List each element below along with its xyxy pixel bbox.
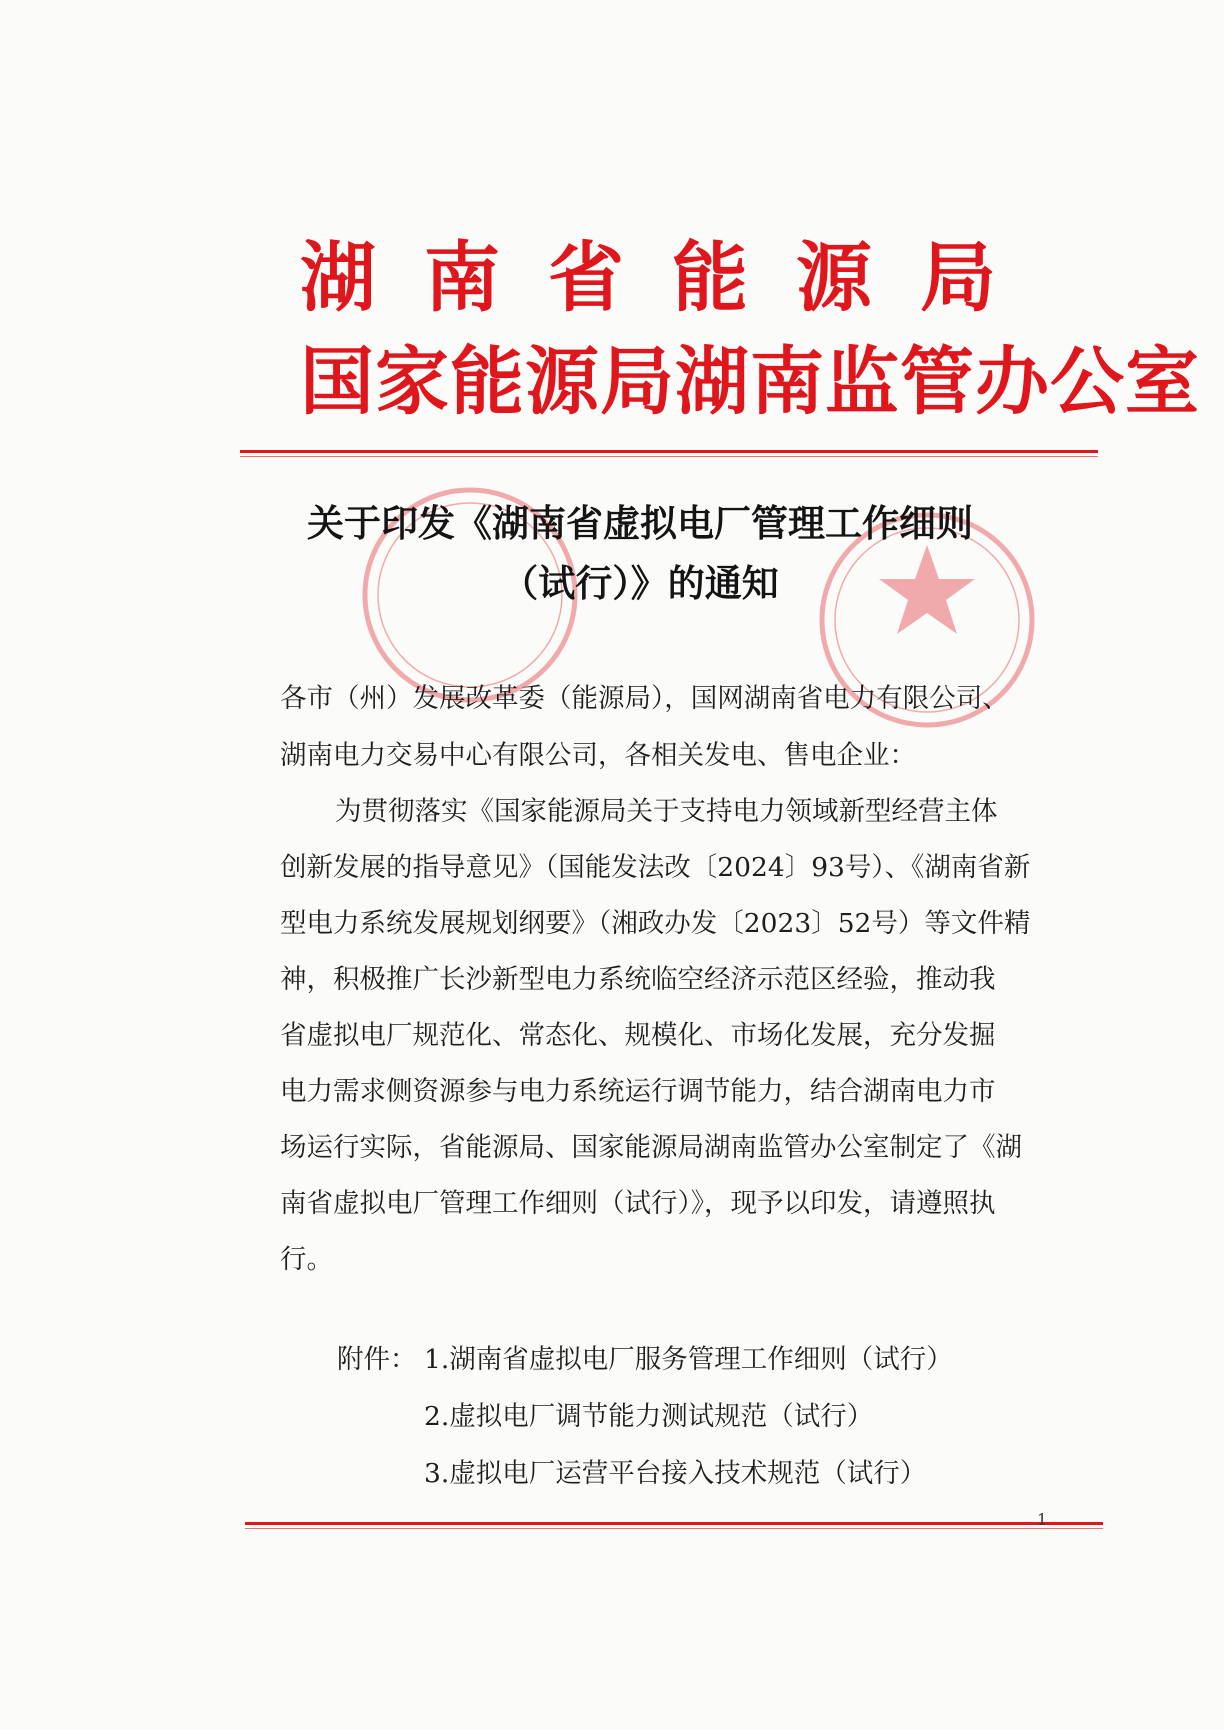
attachment-item: 3.虚拟电厂运营平台接入技术规范（试行） — [424, 1458, 927, 1489]
paragraph-line: 场运行实际，省能源局、国家能源局湖南监管办公室制定了《湖 — [280, 1132, 1022, 1163]
attachment-item: 2.虚拟电厂调节能力测试规范（试行） — [424, 1401, 874, 1432]
paragraph-line: 为贯彻落实《国家能源局关于支持电力领域新型经营主体 — [335, 796, 998, 827]
header-red-rule — [240, 450, 1098, 453]
attachments-label: 附件： — [337, 1344, 417, 1375]
issuing-org-line1: 湖南省能源局 — [300, 233, 1044, 322]
footer-red-rule — [245, 1522, 1103, 1525]
paragraph-line: 创新发展的指导意见》（国能发法改〔2024〕93号）、《湖南省新 — [280, 852, 1031, 883]
document-title-line1: 关于印发《湖南省虚拟电厂管理工作细则 — [307, 501, 973, 545]
paragraph-line: 南省虚拟电厂管理工作细则（试行）》，现予以印发，请遵照执 — [280, 1188, 996, 1219]
addressee-line: 湖南电力交易中心有限公司，各相关发电、售电企业： — [280, 740, 916, 771]
paragraph-line: 神，积极推广长沙新型电力系统临空经济示范区经验，推动我 — [280, 964, 996, 995]
issuing-org-line2: 国家能源局湖南监管办公室 — [300, 339, 1200, 425]
footer-red-rule-thin — [245, 1528, 1103, 1529]
paragraph-line: 电力需求侧资源参与电力系统运行调节能力，结合湖南电力市 — [280, 1076, 996, 1107]
page-number: 1 — [1037, 1510, 1048, 1529]
addressee-line: 各市（州）发展改革委（能源局），国网湖南省电力有限公司、 — [280, 683, 1009, 714]
paragraph-line: 型电力系统发展规划纲要》（湘政办发〔2023〕52号）等文件精 — [280, 908, 1031, 939]
paragraph-line: 省虚拟电厂规范化、常态化、规模化、市场化发展，充分发掘 — [280, 1020, 996, 1051]
attachment-item: 1.湖南省虚拟电厂服务管理工作细则（试行） — [424, 1344, 953, 1375]
header-red-rule-thin — [240, 456, 1098, 457]
document-title-line2: （试行）》的通知 — [501, 561, 779, 605]
paragraph-line: 行。 — [280, 1244, 333, 1275]
